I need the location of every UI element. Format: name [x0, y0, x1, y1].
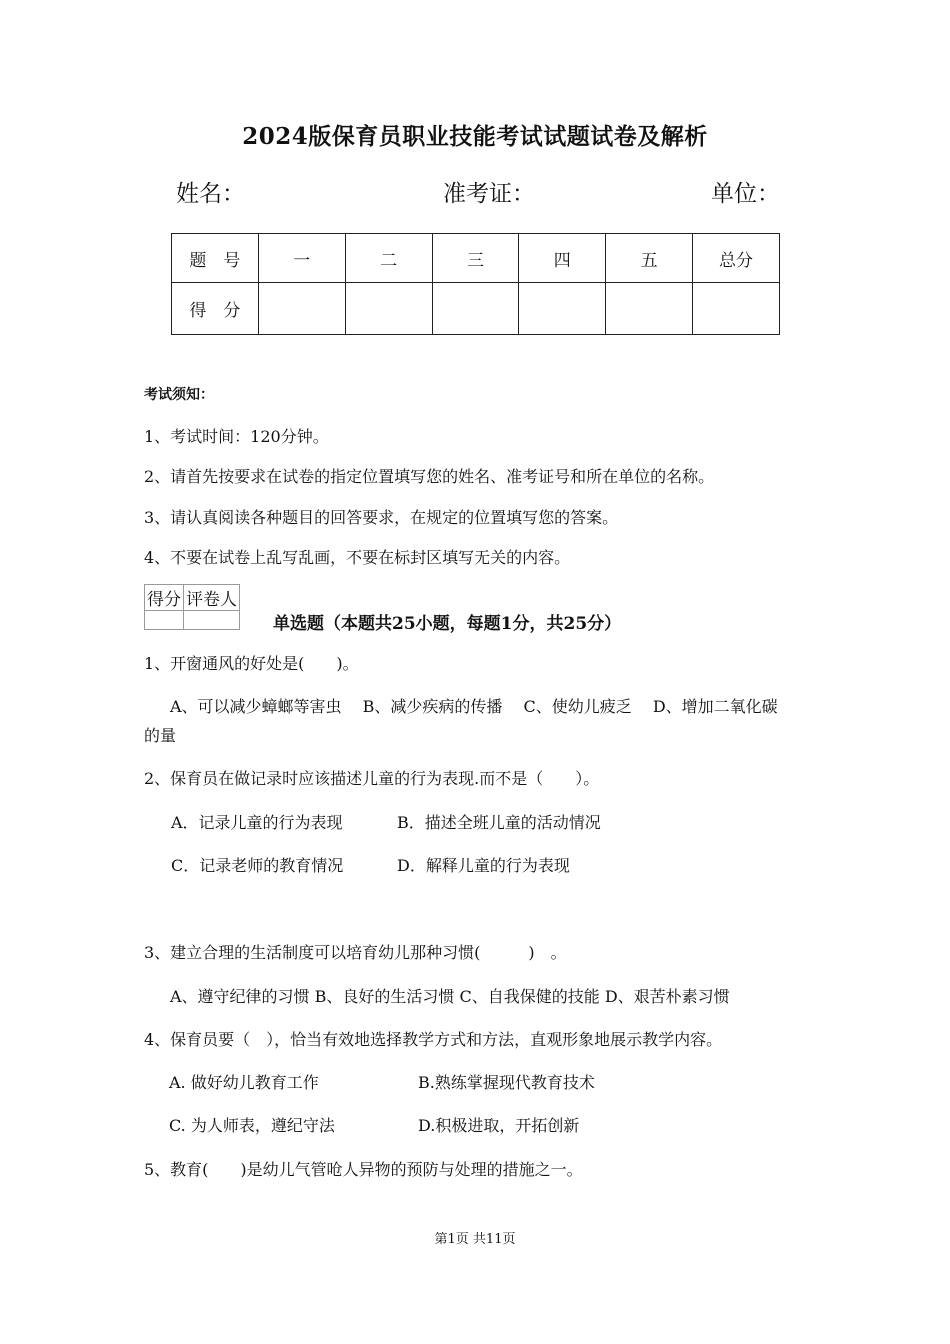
name-label: 姓名： — [176, 181, 245, 207]
score-table-header-row — [172, 234, 780, 283]
score-cell[interactable] — [345, 283, 432, 335]
score-row-label: 得 分 — [172, 283, 259, 335]
score-cell[interactable] — [432, 283, 519, 335]
notice-heading: 考试须知： — [144, 387, 214, 403]
grader-box — [144, 584, 240, 630]
question-1-options: A、可以减少蟑螂等害虫 B、减少疾病的传播 C、使幼儿疲乏 D、增加二氧化碳 — [170, 697, 778, 716]
score-cell[interactable] — [258, 283, 345, 335]
question-3-options: A、遵守纪律的习惯 B、良好的生活习惯 C、自我保健的技能 D、艰苦朴素习惯 — [170, 987, 730, 1006]
question-2-stem: 2、保育员在做记录时应该描述儿童的行为表现.而不是（ ）。 — [144, 769, 600, 788]
grader-score-label: 得分 — [145, 585, 184, 611]
question-1-options-cont: 的量 — [144, 726, 177, 745]
score-cell[interactable] — [606, 283, 693, 335]
question-2-option-d: D．解释儿童的行为表现 — [397, 856, 570, 875]
score-header-2: 二 — [345, 234, 432, 283]
question-5-stem: 5、教育( )是幼儿气管呛人异物的预防与处理的措施之一。 — [144, 1160, 583, 1179]
grader-reviewer-label: 评卷人 — [184, 585, 240, 611]
exam-id-label: 准考证： — [443, 181, 535, 207]
question-2-option-a: A．记录儿童的行为表现 — [171, 813, 343, 832]
score-header-label: 题 号 — [172, 234, 259, 283]
notice-item: 2、请首先按要求在试卷的指定位置填写您的姓名、准考证号和所在单位的名称。 — [144, 467, 715, 486]
question-4-option-a: A. 做好幼儿教育工作 — [169, 1073, 319, 1092]
notice-item: 1、考试时间：120分钟。 — [144, 427, 329, 446]
question-1-stem: 1、开窗通风的好处是( )。 — [144, 654, 359, 673]
unit-label: 单位： — [711, 181, 780, 207]
question-2-option-c: C．记录老师的教育情况 — [171, 856, 344, 875]
question-4-option-d: D.积极进取，开拓创新 — [418, 1116, 580, 1135]
grader-score-cell[interactable] — [145, 611, 184, 630]
score-header-3: 三 — [432, 234, 519, 283]
score-header-4: 四 — [519, 234, 606, 283]
question-3-stem: 3、建立合理的生活制度可以培育幼儿那种习惯( ) 。 — [144, 943, 567, 962]
page-footer: 第1页 共11页 — [434, 1232, 516, 1247]
score-header-total: 总分 — [693, 234, 780, 283]
score-cell-total[interactable] — [693, 283, 780, 335]
question-4-option-b: B.熟练掌握现代教育技术 — [418, 1073, 595, 1092]
section-title: 单选题（本题共25小题，每题1分，共25分） — [273, 614, 622, 634]
score-table-score-row — [172, 283, 780, 335]
notice-item: 3、请认真阅读各种题目的回答要求，在规定的位置填写您的答案。 — [144, 508, 619, 527]
question-2-option-b: B．描述全班儿童的活动情况 — [397, 813, 601, 832]
question-4-stem: 4、保育员要（ ），恰当有效地选择教学方式和方法，直观形象地展示教学内容。 — [144, 1030, 723, 1049]
score-header-5: 五 — [606, 234, 693, 283]
score-cell[interactable] — [519, 283, 606, 335]
page-title: 2024版保育员职业技能考试试题试卷及解析 — [242, 123, 708, 150]
score-header-1: 一 — [258, 234, 345, 283]
question-4-option-c: C. 为人师表，遵纪守法 — [169, 1116, 335, 1135]
score-table — [171, 233, 780, 335]
notice-item: 4、不要在试卷上乱写乱画，不要在标封区填写无关的内容。 — [144, 548, 571, 567]
grader-reviewer-cell[interactable] — [184, 611, 240, 630]
